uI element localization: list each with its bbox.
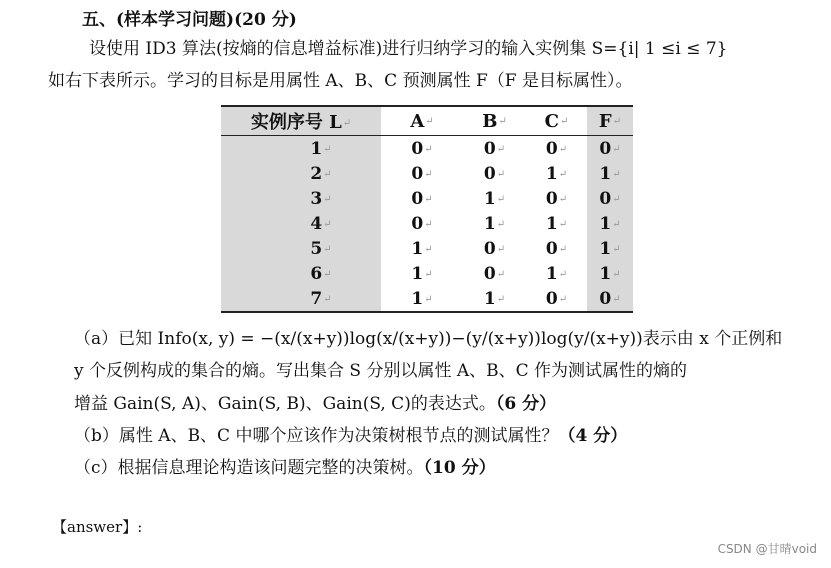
- cell-id: 2↵: [221, 161, 381, 186]
- question-c: [74, 457, 496, 479]
- header-attr-c: C↵: [526, 106, 587, 136]
- question-b: [74, 425, 627, 447]
- header-attr-a: A↵: [381, 106, 463, 136]
- answer-label: 【answer】:: [52, 518, 143, 536]
- cell-c: 0↵: [545, 188, 568, 209]
- question-a-line-2: y 个反例构成的集合的熵。写出集合 S 分别以属性 A、B、C 作为测试属性的熵的: [74, 361, 688, 381]
- question-c-points: （10 分）: [423, 458, 496, 478]
- cell-a: 0↵: [411, 138, 433, 159]
- question-b-text: （b）属性 A、B、C 中哪个应该作为决策树根节点的测试属性？: [74, 426, 559, 446]
- problem-title: 五、(样本学习问题)(20 分): [82, 10, 297, 30]
- header-attr-b: B↵: [463, 106, 526, 136]
- cell-b: 1↵: [483, 213, 506, 234]
- question-a-text: 增益 Gain(S, A)、Gain(S, B)、Gain(S, C)的表达式。: [74, 394, 496, 414]
- cell-c: 0↵: [545, 238, 568, 259]
- cell-f: 0↵: [587, 286, 633, 312]
- cell-c: 1↵: [545, 163, 568, 184]
- question-b-points: （4 分）: [558, 426, 628, 446]
- cell-id: 5↵: [221, 236, 381, 261]
- cell-id: 6↵: [221, 261, 381, 286]
- cell-a: 1↵: [411, 238, 433, 259]
- cell-b: 1↵: [463, 286, 526, 312]
- question-a-line-3: [74, 393, 556, 415]
- table-row: [221, 261, 633, 286]
- cell-f: 0↵: [587, 136, 633, 162]
- cell-c: 0↵: [545, 138, 568, 159]
- cell-f: 1↵: [587, 161, 633, 186]
- cell-id: 1↵: [221, 136, 381, 162]
- question-a-points: （6 分）: [495, 394, 557, 414]
- instance-table: [221, 105, 633, 313]
- cell-b: 0↵: [483, 163, 506, 184]
- table-row: [221, 236, 633, 261]
- cell-id: 3↵: [221, 186, 381, 211]
- cell-b: 0↵: [483, 138, 506, 159]
- header-attr-f: F↵: [587, 106, 633, 136]
- header-instance-id: 实例序号 L↵: [221, 106, 381, 136]
- cell-c: 0↵: [526, 286, 587, 312]
- table-header-row: [221, 106, 633, 136]
- intro-line-1: 设使用 ID3 算法(按熵的信息增益标准)进行归纳学习的输入实例集 S={i| 1 ≤i ≤ 7}: [89, 39, 728, 59]
- question-a-line-1: （a）已知 Info(x, y) = −(x/(x+y))log(x/(x+y))−(y/(x+y))log(y/(x+y))表示由 x 个正例和: [74, 329, 783, 349]
- cell-id: 7↵: [221, 286, 381, 312]
- cell-f: 1↵: [587, 261, 633, 286]
- table-row: [221, 161, 633, 186]
- cell-a: 0↵: [411, 188, 433, 209]
- table-row: [221, 286, 633, 312]
- table-row: [221, 186, 633, 211]
- cell-a: 0↵: [411, 213, 433, 234]
- table-row: [221, 211, 633, 236]
- cell-f: 0↵: [587, 186, 633, 211]
- cell-a: 1↵: [411, 263, 433, 284]
- cell-c: 1↵: [545, 263, 568, 284]
- cell-b: 1↵: [483, 188, 506, 209]
- cell-b: 0↵: [483, 263, 506, 284]
- cell-f: 1↵: [587, 211, 633, 236]
- cell-a: 0↵: [411, 163, 433, 184]
- question-c-text: （c）根据信息理论构造该问题完整的决策树。: [74, 458, 424, 478]
- cell-c: 1↵: [545, 213, 568, 234]
- cell-id: 4↵: [221, 211, 381, 236]
- cell-a: 1↵: [381, 286, 463, 312]
- table-row: [221, 136, 633, 162]
- cell-b: 0↵: [483, 238, 506, 259]
- intro-line-2: 如右下表所示。学习的目标是用属性 A、B、C 预测属性 F（F 是目标属性）。: [48, 71, 633, 91]
- watermark: CSDN @甘晴void: [717, 542, 817, 556]
- cell-f: 1↵: [587, 236, 633, 261]
